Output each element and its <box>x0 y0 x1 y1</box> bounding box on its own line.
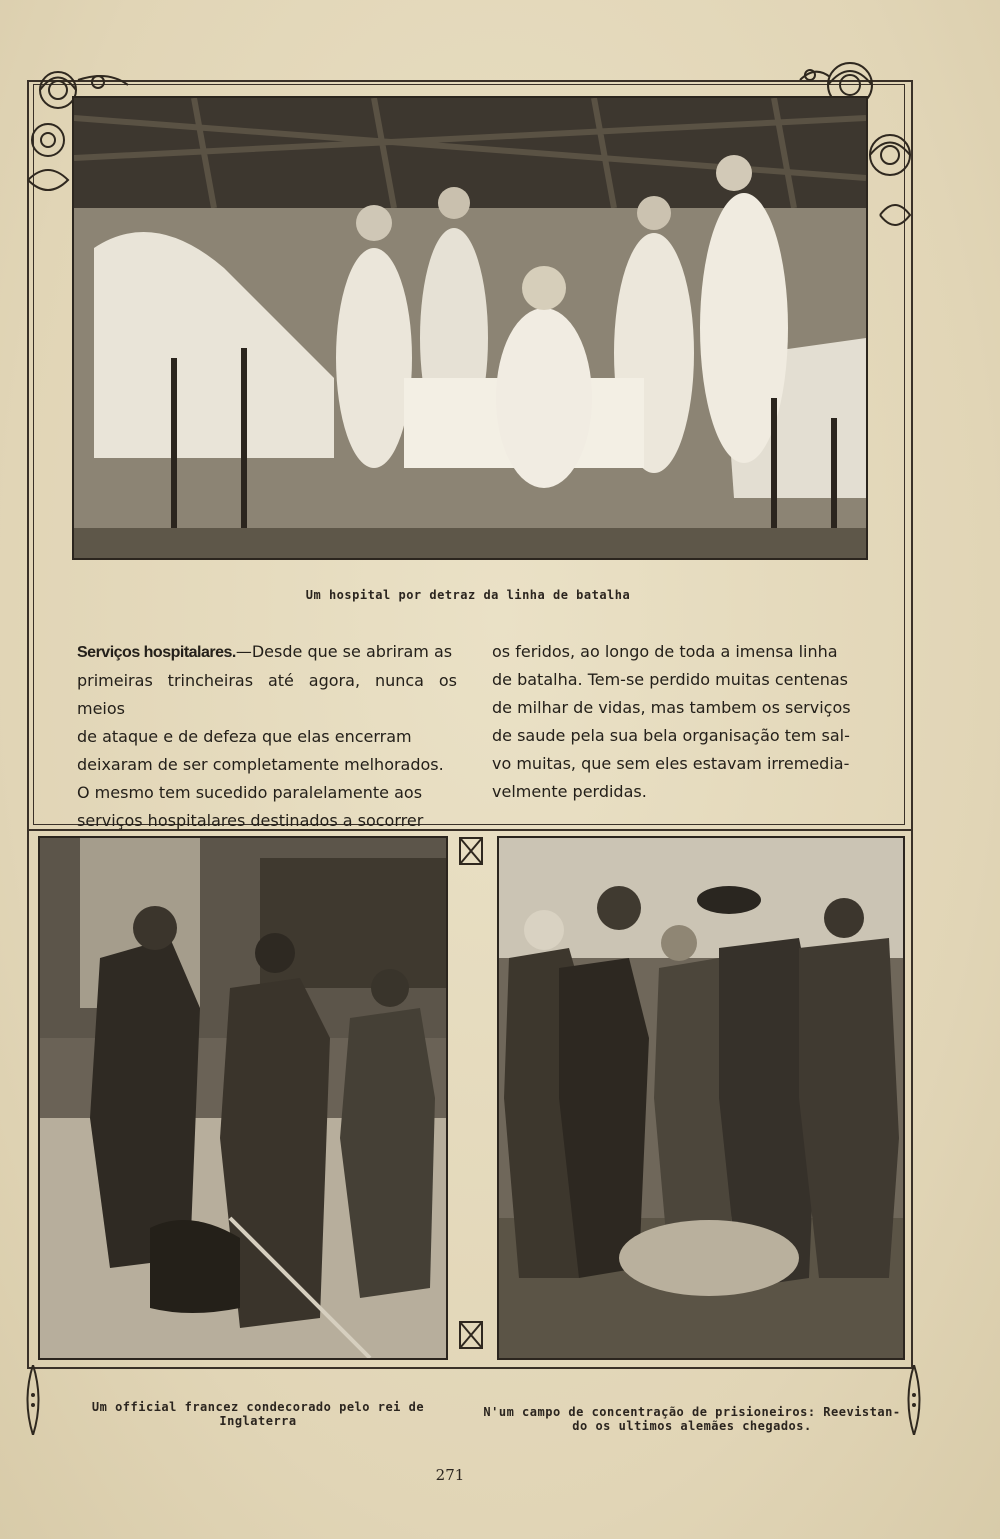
officer-photo <box>38 836 448 1360</box>
hospital-photo-caption: Um hospital por detraz da linha de batalha <box>305 588 631 602</box>
article-line <box>77 638 457 667</box>
prisoners-photo <box>497 836 905 1360</box>
cross-ornament-low-icon <box>458 1320 484 1350</box>
article-line-text: —Desde que se abriram as <box>235 642 453 661</box>
drop-ornament-right-icon <box>903 1365 925 1435</box>
page-number: 271 <box>435 1466 465 1484</box>
cross-ornament-mid-icon <box>458 836 484 866</box>
article-line: velmente perdidas. <box>492 782 647 801</box>
article-line: primeiras trincheiras até agora, nunca os meios <box>77 671 457 718</box>
article-line: de milhar de vidas, mas tambem os serviços <box>492 698 851 717</box>
article-heading: Serviços hospitalares. <box>77 644 236 661</box>
article-column-left <box>77 638 457 835</box>
officer-photo-caption: Um official francez condecorado pelo rei de Inglaterra <box>91 1400 425 1428</box>
article-line: deixaram de ser completamente melhorados. <box>77 755 444 774</box>
hospital-photo <box>72 96 868 560</box>
drop-ornament-left-icon <box>22 1365 44 1435</box>
prisoners-photo-caption <box>482 1405 902 1433</box>
article-line: de ataque e de defeza que elas encerram <box>77 727 412 746</box>
article-line: os feridos, ao longo de toda a imensa linha <box>492 642 838 661</box>
article-line: de batalha. Tem-se perdido muitas centenas <box>492 670 848 689</box>
article-line: de saude pela sua bela organisação tem sal- <box>492 726 850 745</box>
article-line: vo muitas, que sem eles estavam irremedia- <box>492 754 850 773</box>
prisoners-caption-line: do os ultimos alemães chegados. <box>572 1419 812 1433</box>
prisoners-caption-line: N'um campo de concentração de prisioneiros: Reevistan- <box>483 1405 901 1419</box>
article-line: serviços hospitalares destinados a socorrer <box>77 811 424 830</box>
article-column-right <box>492 638 872 806</box>
article-line: O mesmo tem sucedido paralelamente aos <box>77 783 423 802</box>
